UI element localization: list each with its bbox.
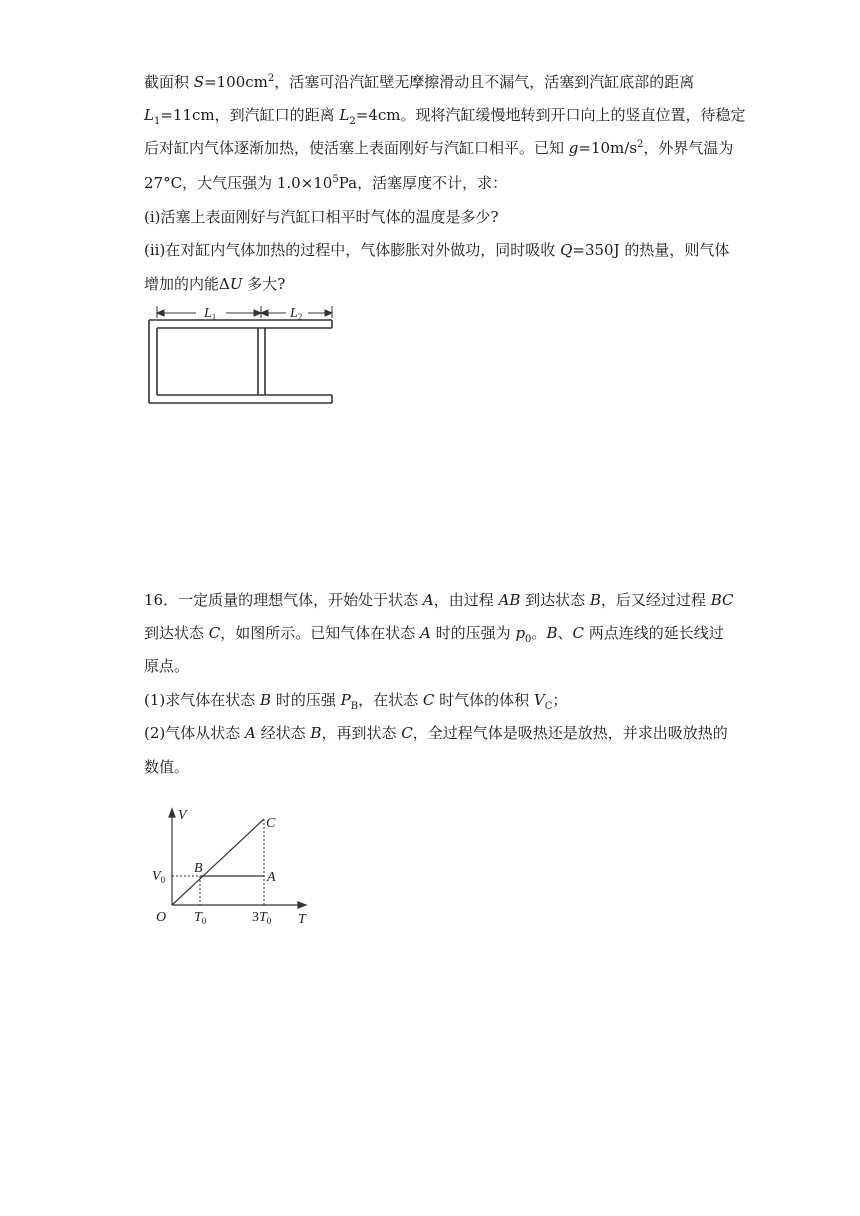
p15-line: (i)活塞上表面刚好与汽缸口相平时气体的温度是多少? bbox=[144, 208, 499, 226]
p15-line: 增加的内能ΔU 多大? bbox=[144, 275, 286, 293]
p16-line: 数值。 bbox=[144, 758, 190, 776]
p15-line: (ii)在对缸内气体加热的过程中，气体膨胀对外做功，同时吸收 Q=350J 的热量，则气体 bbox=[144, 241, 730, 259]
label-3t0: $3T_0$ bbox=[252, 910, 272, 926]
cylinder-figure bbox=[146, 300, 338, 406]
label-c: C bbox=[266, 816, 276, 831]
vt-graph bbox=[150, 805, 320, 930]
p15-line: 截面积 $S=100cm^2$，活塞可沿汽缸壁无摩擦滑动且不漏气，活塞到汽缸底部的距离 bbox=[144, 73, 695, 91]
p15-line: $L_1=11cm$，到汽缸口的距离 $L_2=4cm$。现将汽缸缓慢地转到开口向上的竖直位置，待稳定 bbox=[144, 106, 746, 127]
label-b: B bbox=[194, 861, 203, 876]
label-origin: O bbox=[156, 910, 167, 925]
p16-line: 到达状态 C，如图所示。已知气体在状态 A 时的压强为 $p_0$。B、C 两点连线的延长线过 bbox=[144, 624, 724, 645]
label-v0: $V_0$ bbox=[152, 869, 166, 885]
p15-line: 27°C，大气压强为 $1.0\times 10^5Pa$，活塞厚度不计，求： bbox=[144, 174, 508, 192]
p16-line: (1)求气体在状态 B 时的压强 $P_B$，在状态 C 时气体的体积 $V_C$； bbox=[144, 691, 568, 712]
label-v-axis: V bbox=[178, 808, 187, 823]
line-obc bbox=[172, 819, 264, 905]
p16-line: 16．一定质量的理想气体，开始处于状态 A，由过程 AB 到达状态 B，后又经过过程 BC bbox=[144, 591, 734, 609]
label-t0: $T_0$ bbox=[194, 910, 207, 926]
label-l2: $L_2$ bbox=[290, 306, 303, 322]
label-l1: $L_1$ bbox=[204, 306, 217, 322]
p16-line: (2)气体从状态 A 经状态 B，再到状态 C，全过程气体是吸热还是放热，并求出吸放热的 bbox=[144, 724, 728, 742]
p15-line: 后对缸内气体逐渐加热，使活塞上表面刚好与汽缸口相平。已知 $g=10m/s^2$，外界气温为 bbox=[144, 139, 734, 157]
p16-line: 原点。 bbox=[144, 657, 190, 675]
label-t-axis: T bbox=[298, 912, 306, 927]
label-a: A bbox=[267, 870, 276, 885]
